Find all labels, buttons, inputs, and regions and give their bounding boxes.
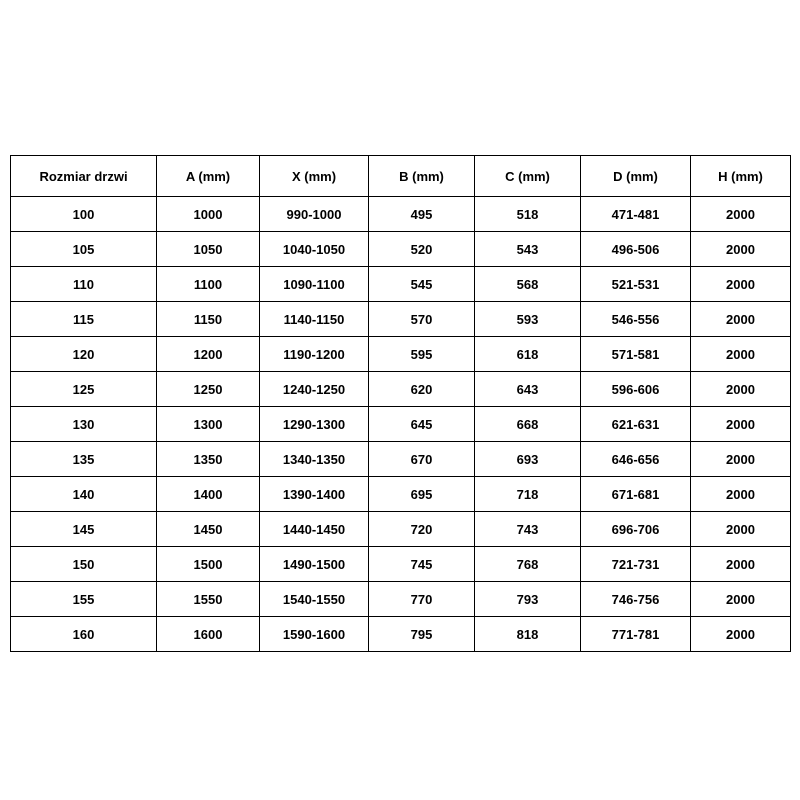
cell-c: 593 bbox=[475, 302, 581, 337]
cell-a: 1550 bbox=[157, 582, 260, 617]
cell-d: 596-606 bbox=[581, 372, 691, 407]
cell-c: 568 bbox=[475, 267, 581, 302]
cell-x: 990-1000 bbox=[260, 197, 369, 232]
column-header-a: A (mm) bbox=[157, 156, 260, 197]
cell-a: 1300 bbox=[157, 407, 260, 442]
cell-b: 770 bbox=[369, 582, 475, 617]
cell-a: 1150 bbox=[157, 302, 260, 337]
table-row bbox=[11, 407, 791, 442]
cell-door-size: 150 bbox=[11, 547, 157, 582]
table-row bbox=[11, 302, 791, 337]
cell-x: 1490-1500 bbox=[260, 547, 369, 582]
table-row bbox=[11, 197, 791, 232]
column-header-h: H (mm) bbox=[691, 156, 791, 197]
table-row bbox=[11, 617, 791, 652]
cell-b: 520 bbox=[369, 232, 475, 267]
cell-door-size: 100 bbox=[11, 197, 157, 232]
cell-c: 743 bbox=[475, 512, 581, 547]
cell-a: 1100 bbox=[157, 267, 260, 302]
cell-x: 1190-1200 bbox=[260, 337, 369, 372]
table-row bbox=[11, 337, 791, 372]
cell-h: 2000 bbox=[691, 582, 791, 617]
cell-c: 793 bbox=[475, 582, 581, 617]
specification-table bbox=[10, 155, 791, 652]
cell-c: 768 bbox=[475, 547, 581, 582]
cell-d: 621-631 bbox=[581, 407, 691, 442]
cell-x: 1040-1050 bbox=[260, 232, 369, 267]
cell-h: 2000 bbox=[691, 547, 791, 582]
cell-a: 1400 bbox=[157, 477, 260, 512]
cell-d: 471-481 bbox=[581, 197, 691, 232]
table-body bbox=[11, 197, 791, 652]
cell-h: 2000 bbox=[691, 337, 791, 372]
cell-d: 646-656 bbox=[581, 442, 691, 477]
cell-b: 495 bbox=[369, 197, 475, 232]
cell-door-size: 105 bbox=[11, 232, 157, 267]
cell-d: 771-781 bbox=[581, 617, 691, 652]
cell-a: 1050 bbox=[157, 232, 260, 267]
table-row bbox=[11, 232, 791, 267]
cell-h: 2000 bbox=[691, 617, 791, 652]
cell-door-size: 115 bbox=[11, 302, 157, 337]
table-row bbox=[11, 582, 791, 617]
cell-c: 718 bbox=[475, 477, 581, 512]
table-header-row bbox=[11, 156, 791, 197]
cell-a: 1450 bbox=[157, 512, 260, 547]
cell-a: 1600 bbox=[157, 617, 260, 652]
cell-b: 795 bbox=[369, 617, 475, 652]
cell-door-size: 140 bbox=[11, 477, 157, 512]
cell-d: 746-756 bbox=[581, 582, 691, 617]
cell-door-size: 145 bbox=[11, 512, 157, 547]
cell-c: 643 bbox=[475, 372, 581, 407]
cell-x: 1240-1250 bbox=[260, 372, 369, 407]
cell-x: 1440-1450 bbox=[260, 512, 369, 547]
cell-b: 595 bbox=[369, 337, 475, 372]
cell-h: 2000 bbox=[691, 512, 791, 547]
cell-h: 2000 bbox=[691, 232, 791, 267]
cell-h: 2000 bbox=[691, 442, 791, 477]
cell-h: 2000 bbox=[691, 477, 791, 512]
table-row bbox=[11, 547, 791, 582]
cell-d: 546-556 bbox=[581, 302, 691, 337]
table-row bbox=[11, 442, 791, 477]
cell-door-size: 110 bbox=[11, 267, 157, 302]
cell-c: 668 bbox=[475, 407, 581, 442]
cell-x: 1090-1100 bbox=[260, 267, 369, 302]
cell-b: 645 bbox=[369, 407, 475, 442]
cell-d: 696-706 bbox=[581, 512, 691, 547]
cell-door-size: 130 bbox=[11, 407, 157, 442]
cell-d: 496-506 bbox=[581, 232, 691, 267]
cell-a: 1200 bbox=[157, 337, 260, 372]
cell-b: 695 bbox=[369, 477, 475, 512]
cell-h: 2000 bbox=[691, 302, 791, 337]
column-header-c: C (mm) bbox=[475, 156, 581, 197]
table-row bbox=[11, 477, 791, 512]
cell-a: 1500 bbox=[157, 547, 260, 582]
column-header-b: B (mm) bbox=[369, 156, 475, 197]
table-header bbox=[11, 156, 791, 197]
cell-door-size: 120 bbox=[11, 337, 157, 372]
cell-h: 2000 bbox=[691, 197, 791, 232]
cell-c: 693 bbox=[475, 442, 581, 477]
cell-c: 818 bbox=[475, 617, 581, 652]
cell-x: 1390-1400 bbox=[260, 477, 369, 512]
cell-b: 745 bbox=[369, 547, 475, 582]
cell-d: 671-681 bbox=[581, 477, 691, 512]
column-header-d: D (mm) bbox=[581, 156, 691, 197]
cell-c: 518 bbox=[475, 197, 581, 232]
cell-a: 1350 bbox=[157, 442, 260, 477]
cell-h: 2000 bbox=[691, 407, 791, 442]
cell-door-size: 155 bbox=[11, 582, 157, 617]
column-header-x: X (mm) bbox=[260, 156, 369, 197]
cell-b: 620 bbox=[369, 372, 475, 407]
cell-x: 1290-1300 bbox=[260, 407, 369, 442]
cell-x: 1340-1350 bbox=[260, 442, 369, 477]
table-row bbox=[11, 372, 791, 407]
cell-b: 670 bbox=[369, 442, 475, 477]
cell-door-size: 160 bbox=[11, 617, 157, 652]
cell-b: 545 bbox=[369, 267, 475, 302]
cell-d: 521-531 bbox=[581, 267, 691, 302]
column-header-door-size: Rozmiar drzwi bbox=[11, 156, 157, 197]
cell-c: 543 bbox=[475, 232, 581, 267]
cell-d: 571-581 bbox=[581, 337, 691, 372]
cell-h: 2000 bbox=[691, 372, 791, 407]
table-row bbox=[11, 267, 791, 302]
cell-d: 721-731 bbox=[581, 547, 691, 582]
cell-a: 1000 bbox=[157, 197, 260, 232]
cell-b: 570 bbox=[369, 302, 475, 337]
cell-door-size: 125 bbox=[11, 372, 157, 407]
specification-table-container bbox=[10, 155, 790, 652]
cell-x: 1590-1600 bbox=[260, 617, 369, 652]
cell-h: 2000 bbox=[691, 267, 791, 302]
cell-x: 1540-1550 bbox=[260, 582, 369, 617]
cell-a: 1250 bbox=[157, 372, 260, 407]
cell-x: 1140-1150 bbox=[260, 302, 369, 337]
cell-door-size: 135 bbox=[11, 442, 157, 477]
table-row bbox=[11, 512, 791, 547]
cell-b: 720 bbox=[369, 512, 475, 547]
cell-c: 618 bbox=[475, 337, 581, 372]
